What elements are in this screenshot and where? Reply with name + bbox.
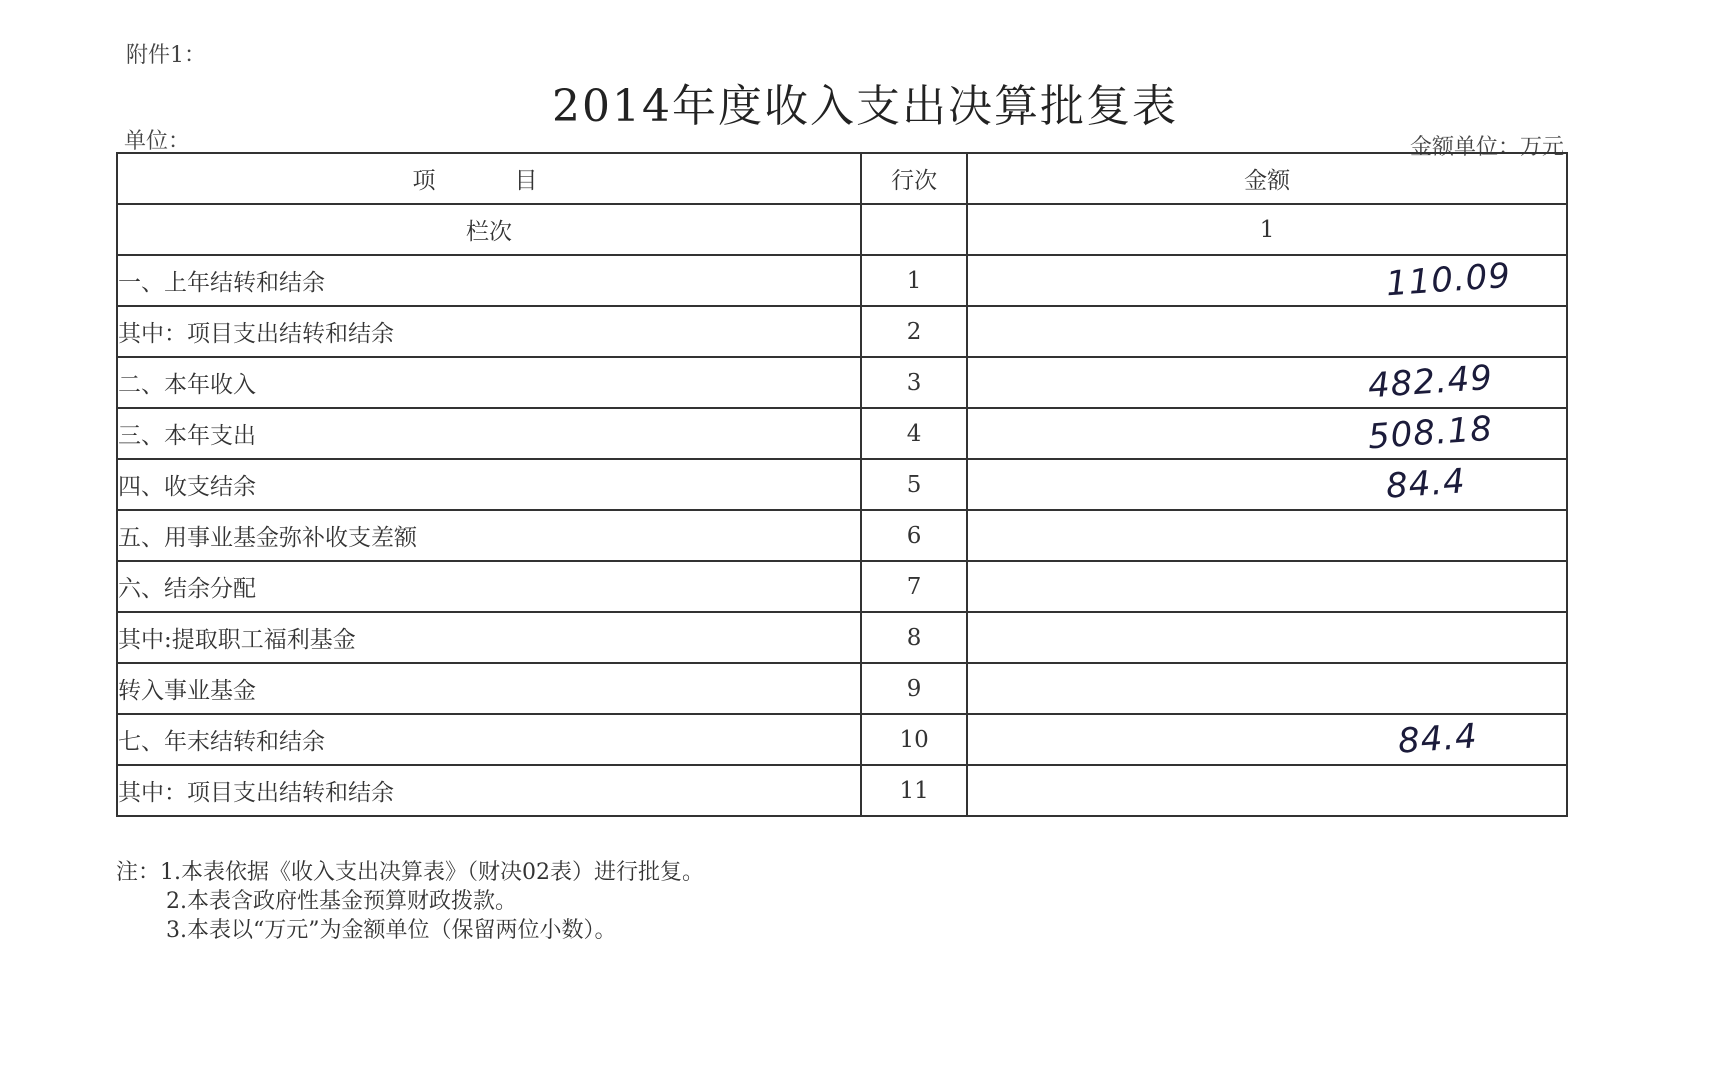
notes-section (116, 858, 704, 945)
row-label: 四、收支结余 (117, 459, 861, 510)
row-label: 七、年末结转和结余 (117, 714, 861, 765)
table-row (117, 510, 1567, 561)
amount-unit-label: 金额单位：万元 (1409, 135, 1564, 160)
page-title: 2014年度收入支出决算批复表 (552, 81, 1178, 132)
row-line: 9 (861, 663, 967, 714)
row-line: 8 (861, 612, 967, 663)
row-amount (967, 459, 1567, 510)
handwritten-amount: 508.18 (1366, 408, 1495, 458)
handwritten-amount: 110.09 (1384, 255, 1513, 305)
row-label: 其中:提取职工福利基金 (117, 612, 861, 663)
row-amount (967, 663, 1567, 714)
table-row (117, 663, 1567, 714)
row-amount (967, 765, 1567, 816)
column-index-label: 栏次 (117, 204, 861, 255)
note-line-1: 注：1.本表依据《收入支出决算表》（财决02表）进行批复。 (116, 860, 705, 885)
table-row (117, 357, 1567, 408)
table-row (117, 459, 1567, 510)
header-item: 项 目 (117, 153, 861, 204)
table-row (117, 612, 1567, 663)
row-line: 1 (861, 255, 967, 306)
row-line: 6 (861, 510, 967, 561)
unit-label: 单位： (124, 129, 191, 154)
handwritten-amount: 482.49 (1366, 357, 1495, 407)
table-row (117, 714, 1567, 765)
table-row (117, 561, 1567, 612)
notes-prefix: 注： (116, 860, 161, 885)
row-amount (967, 306, 1567, 357)
row-label: 转入事业基金 (117, 663, 861, 714)
table-header-row (117, 153, 1567, 204)
note-line-3: 3.本表以“万元”为金额单位（保留两位小数）。 (166, 918, 617, 943)
header-line: 行次 (861, 153, 967, 204)
table-row (117, 255, 1567, 306)
row-line: 7 (861, 561, 967, 612)
row-amount (967, 357, 1567, 408)
row-line: 3 (861, 357, 967, 408)
header-amount: 金额 (967, 153, 1567, 204)
handwritten-amount: 84.4 (1396, 716, 1480, 762)
row-line: 11 (861, 765, 967, 816)
row-line: 4 (861, 408, 967, 459)
row-label: 一、上年结转和结余 (117, 255, 861, 306)
note-line-2: 2.本表含政府性基金预算财政拨款。 (166, 889, 517, 914)
row-amount (967, 510, 1567, 561)
settlement-table (116, 152, 1568, 817)
row-amount (967, 255, 1567, 306)
row-label: 三、本年支出 (117, 408, 861, 459)
table-row (117, 408, 1567, 459)
column-index-value: 1 (967, 204, 1567, 255)
row-label: 六、结余分配 (117, 561, 861, 612)
table-row (117, 765, 1567, 816)
row-amount (967, 714, 1567, 765)
attachment-label: 附件1： (126, 43, 206, 68)
row-amount (967, 612, 1567, 663)
column-index-blank (861, 204, 967, 255)
row-amount (967, 408, 1567, 459)
row-line: 10 (861, 714, 967, 765)
row-label: 其中：项目支出结转和结余 (117, 306, 861, 357)
table-row (117, 306, 1567, 357)
row-line: 2 (861, 306, 967, 357)
row-label: 其中：项目支出结转和结余 (117, 765, 861, 816)
handwritten-amount: 84.4 (1384, 461, 1468, 507)
row-line: 5 (861, 459, 967, 510)
row-amount (967, 561, 1567, 612)
row-label: 五、用事业基金弥补收支差额 (117, 510, 861, 561)
row-label: 二、本年收入 (117, 357, 861, 408)
column-index-row (117, 204, 1567, 255)
